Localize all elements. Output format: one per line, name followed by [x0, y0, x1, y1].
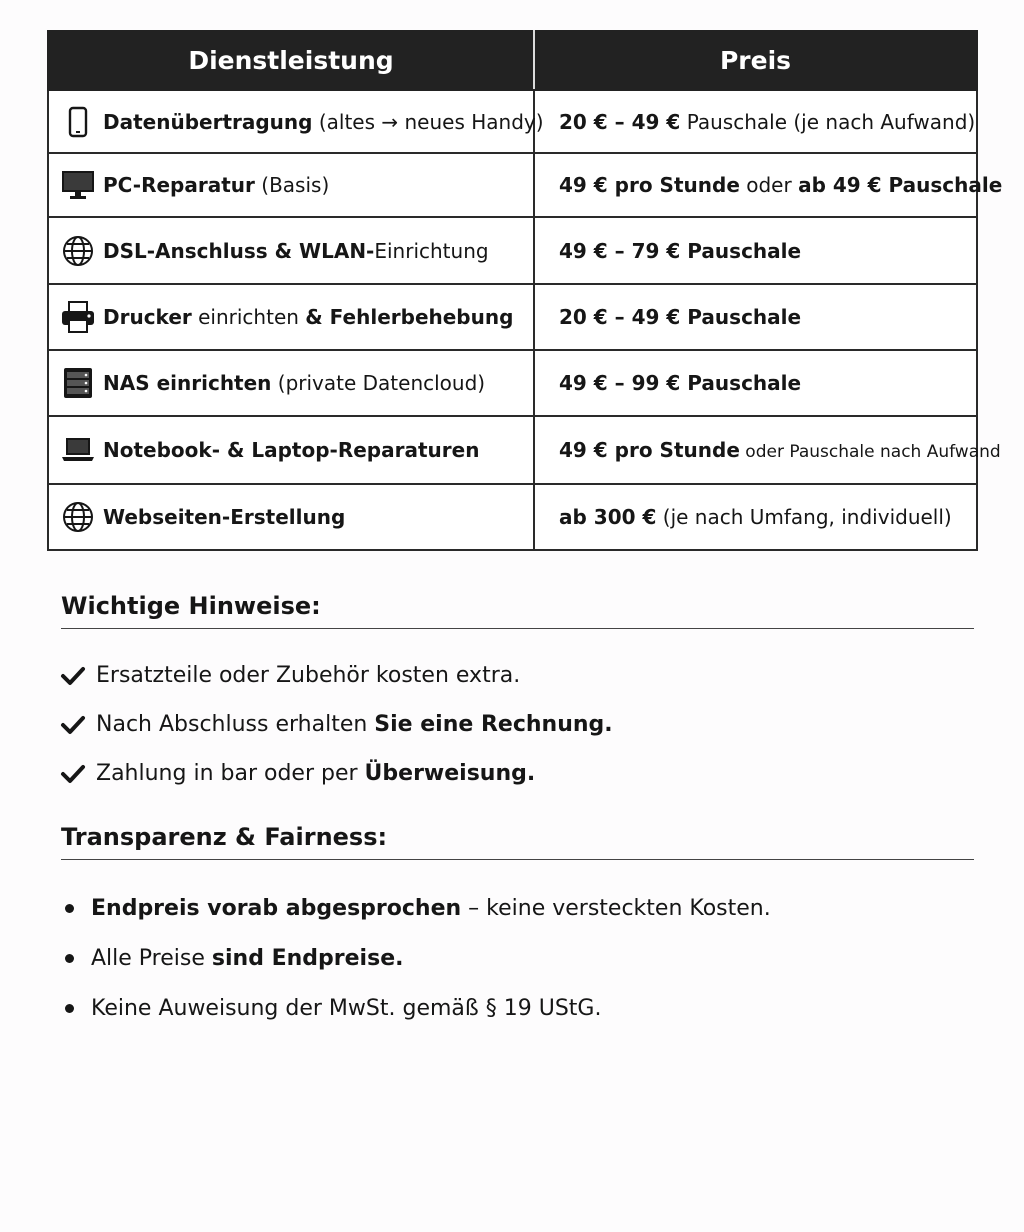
price-value-alt: ab 49 € Pauschale — [798, 173, 1003, 197]
price-detail: Pauschale (je nach Aufwand) — [680, 109, 976, 134]
table-row — [48, 484, 977, 550]
item-text: – keine versteckten Kosten. — [461, 895, 771, 921]
price-detail: oder — [739, 173, 799, 197]
service-name-extra: & Fehlerbehebung — [305, 305, 514, 329]
price-value: ab 300 € — [559, 505, 657, 529]
service-detail: Einrichtung — [374, 238, 489, 263]
item-emphasis: sind Endpreise. — [211, 945, 404, 971]
service-name: Datenübertragung — [103, 109, 313, 134]
price-value: 20 € – 49 € — [559, 109, 681, 134]
header-service: Dienstleistung — [48, 31, 534, 90]
service-detail: einrichten — [191, 305, 306, 329]
service-cell — [48, 350, 534, 416]
globe-icon — [61, 500, 95, 534]
service-name: Webseiten-Erstellung — [103, 505, 346, 529]
item-emphasis: Endpreis vorab abgesprochen — [91, 895, 462, 921]
price-value: 20 € – 49 € Pauschale — [559, 305, 802, 329]
service-detail: (altes → neues Handy) — [312, 109, 544, 134]
globe-icon — [61, 234, 95, 268]
table-row — [48, 350, 977, 416]
printer-icon — [61, 300, 95, 334]
list-item — [60, 883, 771, 933]
service-name: Drucker — [103, 305, 192, 329]
table-row — [48, 217, 977, 284]
notes-title: Wichtige Hinweise: — [61, 592, 974, 629]
note-text: Nach Abschluss erhalten — [96, 712, 375, 737]
price-cell — [534, 350, 977, 416]
price-cell — [534, 284, 977, 350]
note-emphasis: Sie eine Rechnung. — [374, 712, 613, 737]
bullet-icon — [65, 954, 74, 963]
list-item — [60, 700, 613, 749]
service-name: DSL-Anschluss & WLAN- — [103, 238, 375, 263]
transparency-list — [60, 883, 771, 1033]
bullet-icon — [65, 1004, 74, 1013]
monitor-icon — [61, 168, 95, 202]
price-cell — [534, 484, 977, 550]
price-value: 49 € – 99 € Pauschale — [559, 371, 802, 395]
price-cell — [534, 416, 1001, 484]
bullet-icon — [65, 904, 74, 913]
service-cell — [48, 217, 534, 284]
price-cell — [534, 90, 977, 153]
service-name: PC-Reparatur — [103, 173, 255, 197]
list-item — [60, 749, 613, 798]
nas-server-icon — [61, 366, 95, 400]
table-row — [48, 90, 977, 153]
service-cell — [48, 284, 534, 350]
transparency-title: Transparenz & Fairness: — [61, 823, 974, 860]
list-item — [60, 933, 771, 983]
laptop-icon — [61, 433, 95, 467]
checkmark-icon — [60, 665, 86, 687]
item-text: Keine Auweisung der MwSt. gemäß § 19 UStG. — [91, 995, 602, 1021]
service-cell — [48, 153, 534, 217]
price-cell — [534, 217, 977, 284]
checkmark-icon — [60, 714, 86, 736]
price-value: 49 € pro Stunde — [559, 173, 740, 197]
checkmark-icon — [60, 763, 86, 785]
note-emphasis: Überweisung. — [364, 761, 536, 786]
header-price: Preis — [534, 31, 977, 90]
price-cell — [534, 153, 1003, 217]
smartphone-icon — [61, 105, 95, 139]
price-detail: (je nach Umfang, individuell) — [656, 505, 952, 529]
table-row — [48, 153, 977, 217]
service-cell — [48, 90, 544, 153]
price-value: 49 € – 79 € Pauschale — [559, 238, 802, 263]
list-item — [60, 651, 613, 700]
list-item — [60, 983, 771, 1033]
price-table — [47, 30, 1003, 551]
note-text: Ersatzteile oder Zubehör kosten extra. — [96, 663, 521, 688]
notes-list — [60, 651, 613, 798]
note-text: Zahlung in bar oder per — [96, 761, 365, 786]
service-cell — [48, 416, 534, 484]
price-detail: oder Pauschale nach Aufwand — [739, 442, 1001, 462]
table-header-row — [48, 31, 977, 90]
item-text: Alle Preise — [91, 945, 212, 971]
service-detail: (private Datencloud) — [271, 371, 486, 395]
service-name: NAS einrichten — [103, 371, 272, 395]
service-cell — [48, 484, 534, 550]
table-row — [48, 416, 977, 484]
service-detail: (Basis) — [254, 173, 330, 197]
service-name: Notebook- & Laptop-Reparaturen — [103, 438, 480, 462]
table-row — [48, 284, 977, 350]
price-value: 49 € pro Stunde — [559, 438, 740, 462]
